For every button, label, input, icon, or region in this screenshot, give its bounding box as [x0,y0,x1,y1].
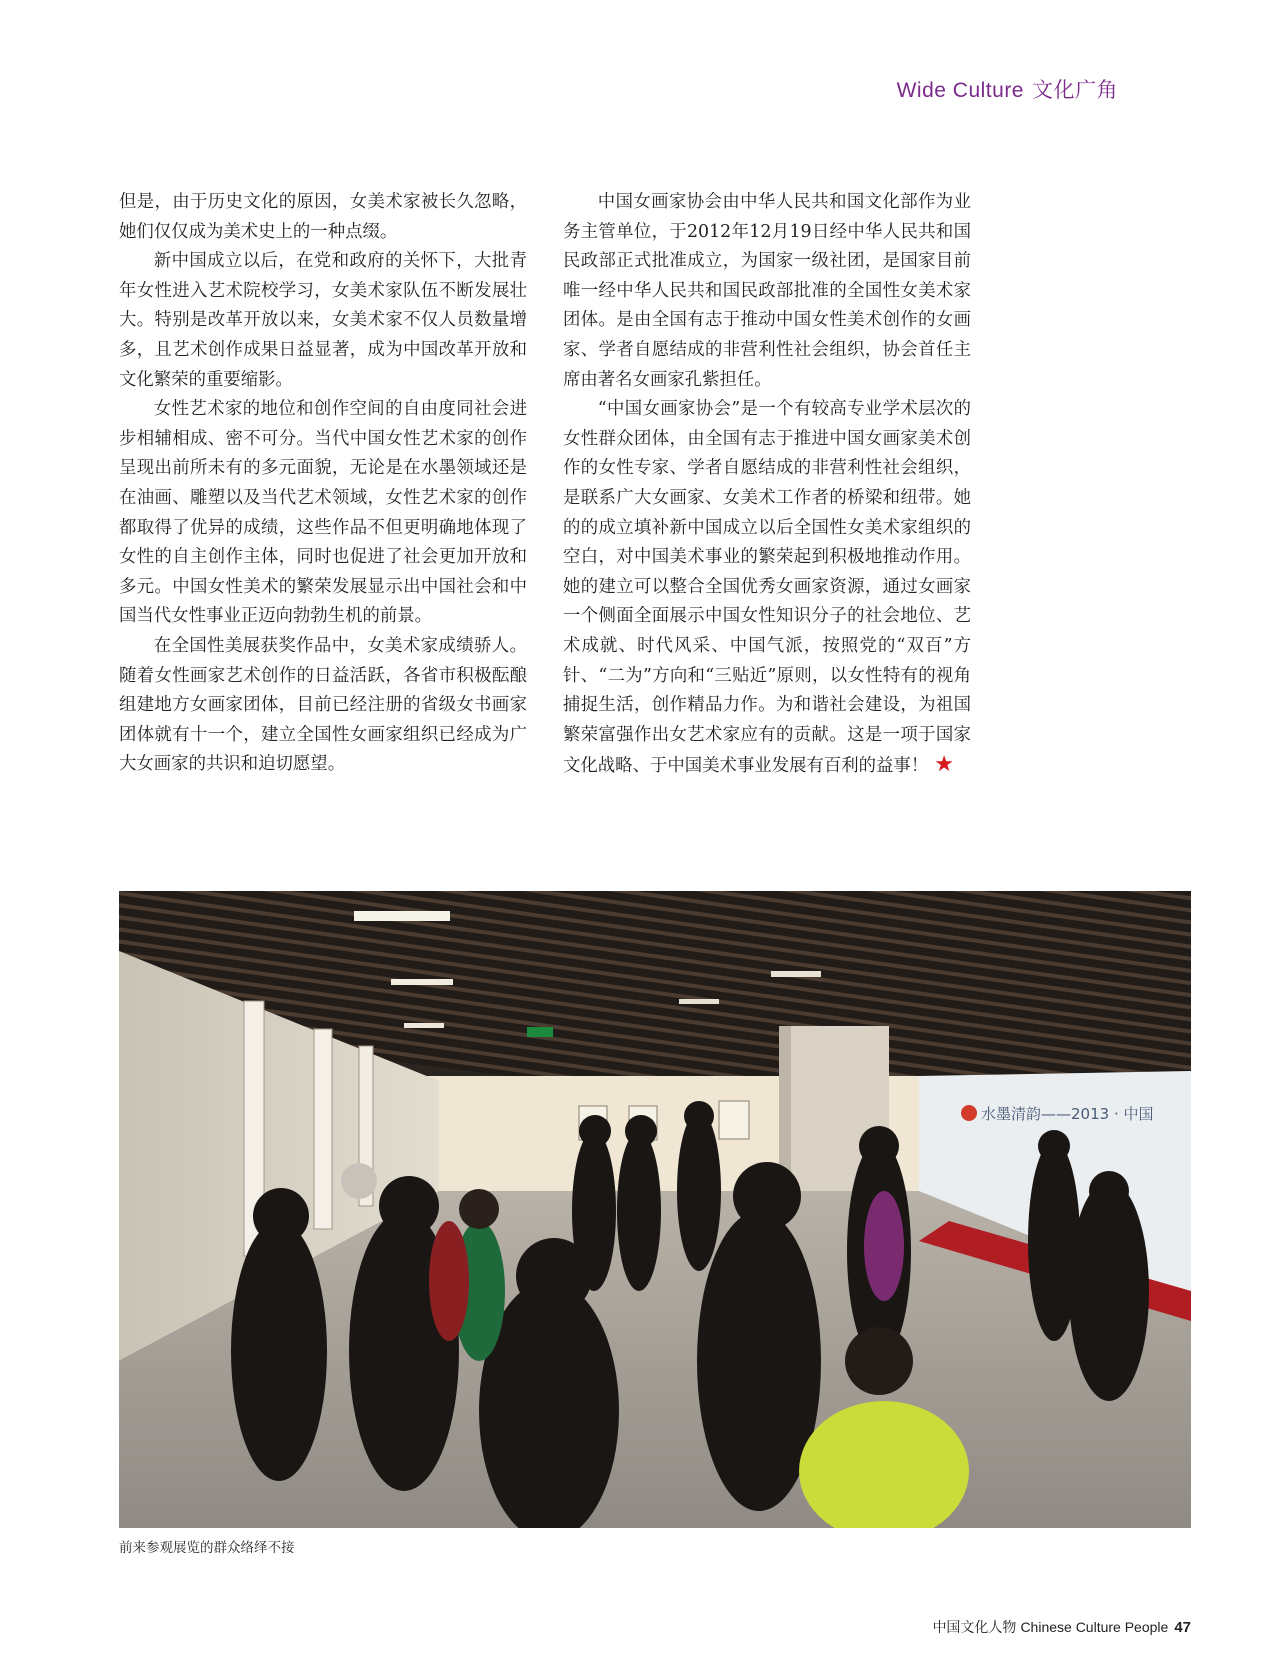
paragraph: 中国女画家协会由中华人民共和国文化部作为业务主管单位，于2012年12月19日经中华人民共和国民政部正式批准成立，为国家一级社团，是国家目前唯一经中华人民共和国民政部批准的全国性女美术家团体。是由全国有志于推动中国女性美术创作的女画家、学者自愿结成的非营利性社会组织，协会首任主席由著名女画家孔紫担任。 [563,192,971,390]
paragraph: 女性艺术家的地位和创作空间的自由度同社会进步相辅相成、密不可分。当代中国女性艺术家的创作呈现出前所未有的多元面貌，无论是在水墨领域还是在油画、雕塑以及当代艺术领域，女性艺术家的创作都取得了优异的成绩，这些作品不但更明确地体现了女性的自主创作主体，同时也促进了社会更加开放和多元。中国女性美术的繁荣发展显示出中国社会和中国当代女性事业正迈向勃勃生机的前景。 [119,399,527,627]
paragraph-text: “中国女画家协会”是一个有较高专业学术层次的女性群众团体，由全国有志于推进中国女画家美术创作的女性专家、学者自愿结成的非营利性社会组织，是联系广大女画家、女美术工作者的桥梁和纽带。她的的成立填补新中国成立以后全国性女美术家组织的空白，对中国美术事业的繁荣起到积极地推动作用。她的建立可以整合全国优秀女画家资源，通过女画家一个侧面全面展示中国女性知识分子的社会地位、艺术成就、时代风采、中国气派，按照党的“双百”方针、“二为”方向和“三贴近”原则，以女性特有的视角捕捉生活，创作精品力作。为和谐社会建设，为祖国繁荣富强作出女艺术家应有的贡献。这是一项于国家文化战略、于中国美术事业发展有百利的益事！ [563,399,971,777]
photo-caption: 前来参观展览的群众络绎不接 [119,1540,295,1556]
banner-logo-icon [961,1105,977,1121]
section-header [897,74,1118,104]
end-star-icon: ★ [934,752,954,778]
magazine-name-cn: 中国文化人物 [932,1620,1017,1636]
article-column-left [119,188,527,780]
magazine-name-en: Chinese Culture People [1020,1619,1169,1635]
banner-text: 水墨清韵——2013 · 中国 [981,1105,1154,1123]
paragraph: 新中国成立以后，在党和政府的关怀下，大批青年女性进入艺术院校学习，女美术家队伍不断发展壮大。特别是改革开放以来，女美术家不仅人员数量增多，且艺术创作成果日益显著，成为中国改革开放和文化繁荣的重要缩影。 [119,251,527,390]
paragraph: 在全国性美展获奖作品中，女美术家成绩骄人。随着女性画家艺术创作的日益活跃，各省市积极酝酿组建地方女画家团体，目前已经注册的省级女书画家团体就有十一个，建立全国性女画家组织已经成为广大女画家的共识和迫切愿望。 [119,635,527,775]
exhibition-photo [119,891,1191,1528]
paragraph: 但是，由于历史文化的原因，女美术家被长久忽略，她们仅仅成为美术史上的一种点缀。 [119,192,527,242]
section-title-en: Wide Culture [896,79,1024,102]
exit-sign-icon [527,1027,553,1037]
article-column-right [563,188,971,782]
paragraph-last [563,395,971,782]
page-number: 47 [1174,1619,1191,1636]
page-footer [932,1617,1191,1637]
section-title-cn: 文化广角 [1032,78,1118,102]
